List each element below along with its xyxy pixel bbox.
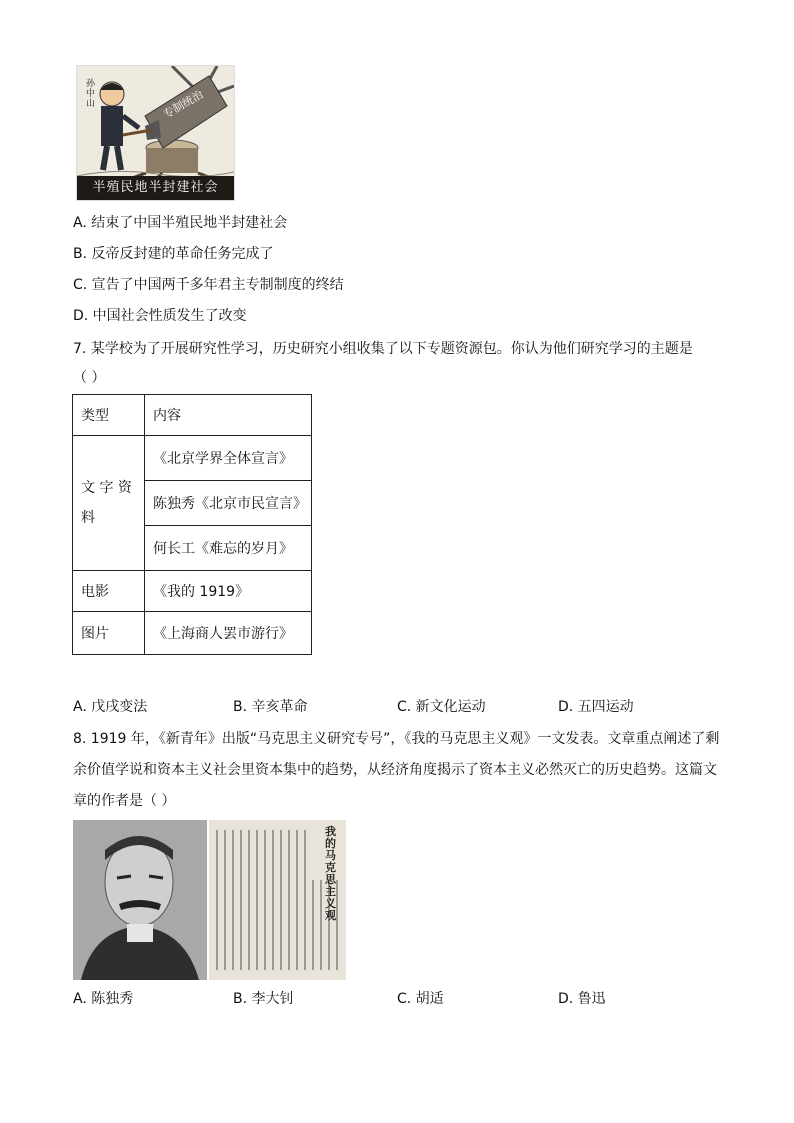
cartoon-stump-label: 专制统治 — [160, 87, 206, 122]
cartoon-name-label: 孙中山 — [86, 79, 96, 109]
q7-option-d: D. 五四运动 — [558, 699, 634, 715]
portrait-photo — [73, 820, 207, 980]
table-cell-text-type: 文 字 资 料 — [73, 436, 145, 571]
article-title: 我的马克思主义观 — [325, 825, 336, 922]
table-header-content: 内容 — [145, 395, 312, 436]
cartoon-banner: 半殖民地半封建社会 — [77, 176, 234, 200]
q8-option-b: B. 李大钊 — [233, 991, 294, 1007]
article-page-image — [209, 820, 346, 980]
q7-blank: （ ） — [73, 370, 106, 386]
table-cell-text-item: 何长工《难忘的岁月》 — [145, 526, 312, 571]
q8-stem: 8. 1919 年，《新青年》出版“马克思主义研究专号”，《我的马克思主义观》一文发表。文章重点阐述了剩余价值学说和资本主义社会里资本集中的趋势，从经济角度揭示了资本主义必然灭亡的历史趋势。这篇文章的作者是（ ） — [73, 731, 720, 809]
table-row — [73, 571, 312, 612]
cartoon-image — [76, 65, 235, 201]
table-cell-picture-item: 《上海商人罢市游行》 — [145, 612, 312, 655]
q7-resource-table — [72, 394, 312, 655]
table-cell-text-item: 陈独秀《北京市民宣言》 — [145, 481, 312, 526]
q6-option-a: A. 结束了中国半殖民地半封建社会 — [73, 215, 288, 231]
table-cell-text-item: 《北京学界全体宣言》 — [145, 436, 312, 481]
q7-option-c: C. 新文化运动 — [397, 699, 486, 715]
q7-option-a: A. 戊戌变法 — [73, 699, 148, 715]
q7-option-b: B. 辛亥革命 — [233, 699, 308, 715]
q6-option-c: C. 宣告了中国两千多年君主专制制度的终结 — [73, 277, 344, 293]
table-header-type: 类型 — [73, 395, 145, 436]
portrait-drawing — [73, 820, 207, 980]
q8-option-c: C. 胡适 — [397, 991, 444, 1007]
table-row — [73, 395, 312, 436]
q8-option-a: A. 陈独秀 — [73, 991, 134, 1007]
table-cell-picture-type: 图片 — [73, 612, 145, 655]
table-row — [73, 612, 312, 655]
table-row — [73, 436, 312, 481]
table-cell-movie-item: 《我的 1919》 — [145, 571, 312, 612]
q8-option-d: D. 鲁迅 — [558, 991, 606, 1007]
q7-stem: 7. 某学校为了开展研究性学习，历史研究小组收集了以下专题资源包。你认为他们研究学习的主题是 — [73, 341, 693, 357]
table-cell-movie-type: 电影 — [73, 571, 145, 612]
q6-option-b: B. 反帝反封建的革命任务完成了 — [73, 246, 274, 262]
q6-option-d: D. 中国社会性质发生了改变 — [73, 308, 247, 324]
